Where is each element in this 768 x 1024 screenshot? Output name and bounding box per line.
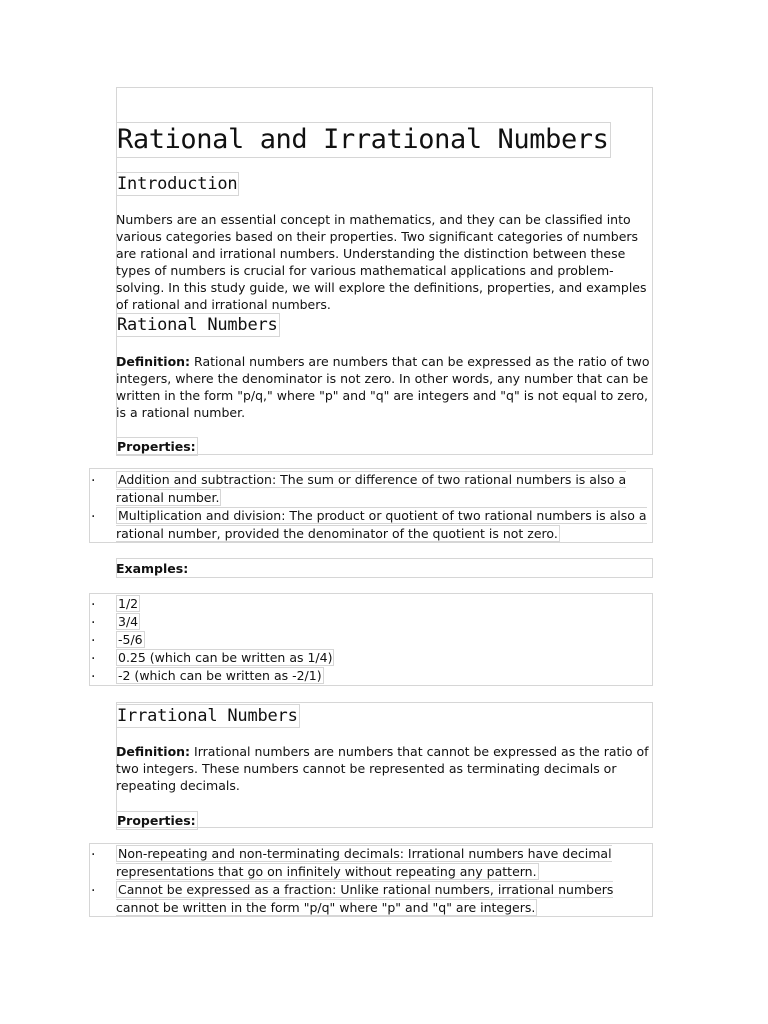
rational-example-5: -2 (which can be written as -2/1) (118, 668, 322, 683)
page-title: Rational and Irrational Numbers (116, 122, 611, 158)
rational-definition-text: Rational numbers are numbers that can be expressed as the ratio of two integers, where the denominator is not zero. In other words, any number that can be written in the form "p/q," where "p" and "q" are integers and "q" is not equal to zero, is a rational number. (116, 354, 650, 420)
intro-paragraph-wrapper (116, 211, 652, 313)
intro-heading-wrapper (116, 172, 239, 196)
irrational-properties-label-wrapper (116, 810, 198, 830)
rational-example-4: 0.25 (which can be written as 1/4) (118, 650, 333, 665)
rational-definition-label: Definition: (116, 354, 191, 369)
rational-definition (116, 353, 652, 421)
list-item (116, 631, 652, 649)
irrational-heading: Irrational Numbers (117, 706, 298, 726)
list-item (116, 649, 652, 667)
rational-heading-wrapper (116, 313, 280, 337)
rational-properties-label: Properties: (117, 439, 196, 454)
list-item (116, 595, 652, 613)
rational-property-1: Addition and subtraction: The sum or difference of two rational numbers is also a rational number. (116, 472, 627, 505)
irrational-definition-text: Irrational numbers are numbers that cannot be expressed as the ratio of two integers. These numbers cannot be represented as terminating decimals or repeating decimals. (116, 744, 649, 793)
rational-properties-list (116, 471, 652, 543)
irrational-heading-wrapper (116, 704, 300, 728)
irrational-properties-list (116, 845, 652, 917)
irrational-properties-label: Properties: (117, 813, 196, 828)
rational-examples-label: Examples: (116, 561, 189, 576)
rational-example-3: -5/6 (118, 632, 143, 647)
rational-examples-list (116, 595, 652, 685)
introduction-heading: Introduction (117, 174, 238, 194)
list-item (116, 471, 652, 507)
rational-example-1: 1/2 (118, 596, 139, 611)
list-item (116, 845, 652, 881)
irrational-property-1: Non-repeating and non-terminating decimals: Irrational numbers have decimal representations that go on infinitely without repeating any pattern. (116, 846, 612, 879)
rational-properties-label-wrapper (116, 436, 198, 456)
introduction-paragraph: Numbers are an essential concept in mathematics, and they can be classified into various categories based on their properties. Two significant categories of numbers are rational and irrational numbers. Understanding the distinction between these types of numbers is crucial for various mathematical applications and problem-solving. In this study guide, we will explore the definitions, properties, and examples of rational and irrational numbers. (116, 212, 647, 312)
list-item (116, 667, 652, 685)
rational-examples-label-wrapper (116, 560, 188, 577)
list-item (116, 507, 652, 543)
irrational-definition-label: Definition: (116, 744, 191, 759)
irrational-definition (116, 743, 652, 794)
rational-heading: Rational Numbers (117, 315, 278, 335)
rational-examples-label-box (116, 558, 653, 578)
list-item (116, 613, 652, 631)
title-wrapper (116, 122, 611, 158)
rational-property-2: Multiplication and division: The product or quotient of two rational numbers is also a rational number, provided the denominator of the quotient is not zero. (116, 508, 647, 541)
list-item (116, 881, 652, 917)
irrational-property-2: Cannot be expressed as a fraction: Unlike rational numbers, irrational numbers cannot be written in the form "p/q" where "p" and "q" are integers. (116, 882, 614, 915)
rational-example-2: 3/4 (118, 614, 139, 629)
